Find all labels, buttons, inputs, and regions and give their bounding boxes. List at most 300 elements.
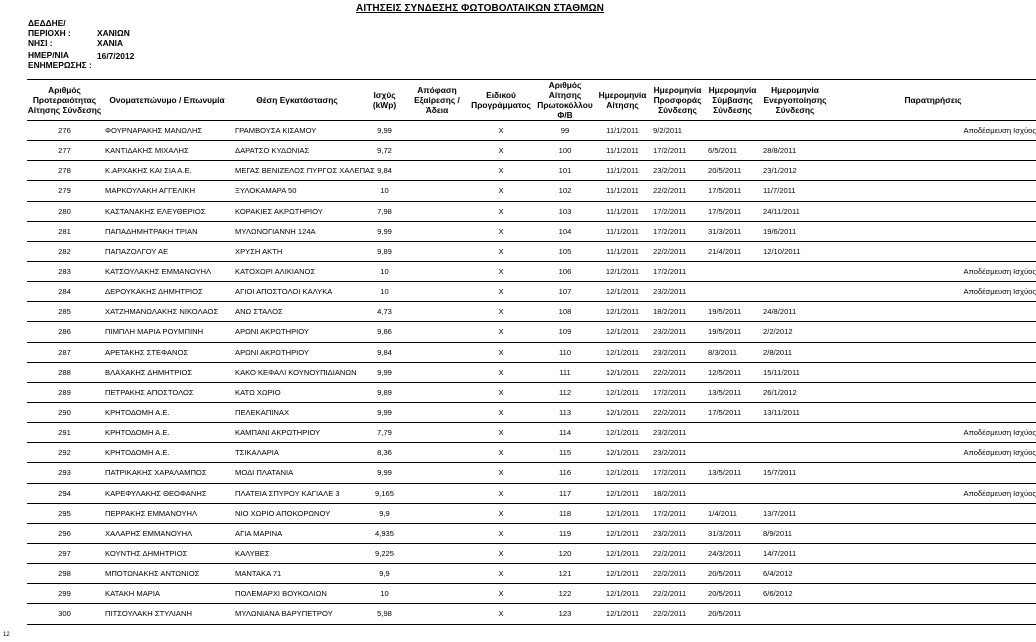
priority-number-cell: 294 [27, 483, 102, 503]
special-program-cell: Χ [467, 201, 535, 221]
power-kwp-cell: 9,84 [362, 342, 407, 362]
installation-location-cell: ΜΥΛΩΝΟΓΙΑΝΝΗ 124Α [232, 221, 362, 241]
exemption-decision-cell [407, 503, 467, 523]
application-date-cell: 12/1/2011 [595, 483, 650, 503]
installation-location-cell: ΚΑΜΠΑΝΙ ΑΚΡΩΤΗΡΙΟΥ [232, 423, 362, 443]
offer-date-cell: 22/2/2011 [650, 402, 705, 422]
installation-location-cell: ΚΑΤΟΧΩΡΙ ΑΛΙΚΙΑΝΟΣ [232, 261, 362, 281]
exemption-decision-cell [407, 282, 467, 302]
column-header: Ισχύς (kWp) [362, 80, 407, 121]
column-header: Αριθμός Αίτησης Πρωτοκόλλου Φ/Β [535, 80, 595, 121]
application-date-cell: 12/1/2011 [595, 282, 650, 302]
special-program-cell: Χ [467, 342, 535, 362]
offer-date-cell: 23/2/2011 [650, 342, 705, 362]
installation-location-cell: ΚΑΤΩ ΧΩΡΙΟ [232, 382, 362, 402]
activation-date-cell: 14/7/2011 [760, 543, 830, 563]
installation-location-cell: ΑΡΩΝΙ ΑΚΡΩΤΗΡΙΟΥ [232, 322, 362, 342]
power-kwp-cell: 10 [362, 282, 407, 302]
update-label: ΗΜΕΡ/ΝΙΑ ΕΝΗΜΕΡΩΣΗΣ : [28, 50, 92, 70]
remarks-cell [830, 221, 1036, 241]
priority-number-cell: 276 [27, 121, 102, 141]
exemption-decision-cell [407, 402, 467, 422]
installation-location-cell: ΝΙΟ ΧΩΡΙΟ ΑΠΟΚΟΡΩΝΟΥ [232, 503, 362, 523]
special-program-cell: Χ [467, 503, 535, 523]
exemption-decision-cell [407, 322, 467, 342]
priority-number-cell: 292 [27, 443, 102, 463]
remarks-cell [830, 362, 1036, 382]
offer-date-cell: 17/2/2011 [650, 382, 705, 402]
priority-number-cell: 300 [27, 604, 102, 624]
priority-number-cell: 284 [27, 282, 102, 302]
table-row [27, 543, 1036, 563]
power-kwp-cell: 9,9 [362, 503, 407, 523]
protocol-number-cell: 122 [535, 584, 595, 604]
installation-location-cell: ΑΡΩΝΙ ΑΚΡΩΤΗΡΙΟΥ [232, 342, 362, 362]
offer-date-cell: 17/2/2011 [650, 221, 705, 241]
power-kwp-cell: 5,98 [362, 604, 407, 624]
applicant-name-cell: ΜΑΡΚΟΥΛΑΚΗ ΑΓΓΕΛΙΚΗ [102, 181, 232, 201]
offer-date-cell: 22/2/2011 [650, 181, 705, 201]
applications-table [27, 79, 1036, 625]
offer-date-cell: 22/2/2011 [650, 604, 705, 624]
contract-date-cell: 20/5/2011 [705, 161, 760, 181]
exemption-decision-cell [407, 221, 467, 241]
protocol-number-cell: 114 [535, 423, 595, 443]
protocol-number-cell: 119 [535, 523, 595, 543]
remarks-cell [830, 463, 1036, 483]
remarks-cell: Αποδέσμευση Ισχύος [830, 423, 1036, 443]
table-row [27, 302, 1036, 322]
activation-date-cell: 11/7/2011 [760, 181, 830, 201]
table-row [27, 584, 1036, 604]
special-program-cell: Χ [467, 604, 535, 624]
protocol-number-cell: 107 [535, 282, 595, 302]
power-kwp-cell: 8,36 [362, 443, 407, 463]
offer-date-cell: 23/2/2011 [650, 523, 705, 543]
activation-date-cell [760, 261, 830, 281]
contract-date-cell: 20/5/2011 [705, 604, 760, 624]
installation-location-cell: ΜΑΝΤΑΚΑ 71 [232, 564, 362, 584]
applicant-name-cell: ΚΟΥΝΤΗΣ ΔΗΜΗΤΡΙΟΣ [102, 543, 232, 563]
offer-date-cell: 17/2/2011 [650, 141, 705, 161]
applicant-name-cell: ΠΕΡΡΑΚΗΣ ΕΜΜΑΝΟΥΗΛ [102, 503, 232, 523]
remarks-cell [830, 564, 1036, 584]
protocol-number-cell: 123 [535, 604, 595, 624]
contract-date-cell: 6/5/2011 [705, 141, 760, 161]
protocol-number-cell: 103 [535, 201, 595, 221]
activation-date-cell: 13/11/2011 [760, 402, 830, 422]
remarks-cell: Αποδέσμευση Ισχύος [830, 282, 1036, 302]
exemption-decision-cell [407, 362, 467, 382]
table-row [27, 564, 1036, 584]
remarks-cell [830, 141, 1036, 161]
power-kwp-cell: 9,225 [362, 543, 407, 563]
table-row [27, 483, 1036, 503]
remarks-cell: Αποδέσμευση Ισχύος [830, 121, 1036, 141]
page-number: 12 [3, 632, 10, 638]
protocol-number-cell: 121 [535, 564, 595, 584]
area-value: ΧΑΝΙΩΝ [97, 28, 130, 38]
offer-date-cell: 22/2/2011 [650, 584, 705, 604]
installation-location-cell: ΜΟΔΙ ΠΛΑΤΑΝΙΑ [232, 463, 362, 483]
protocol-number-cell: 102 [535, 181, 595, 201]
offer-date-cell: 18/2/2011 [650, 302, 705, 322]
applicant-name-cell: ΚΑΤΣΟΥΛΑΚΗΣ ΕΜΜΑΝΟΥΗΛ [102, 261, 232, 281]
page-title: ΑΙΤΗΣΕΙΣ ΣΥΝΔΕΣΗΣ ΦΩΤΟΒΟΛΤΑΙΚΩΝ ΣΤΑΘΜΩΝ [356, 3, 604, 14]
exemption-decision-cell [407, 483, 467, 503]
applicant-name-cell: ΚΑΡΕΦΥΛΑΚΗΣ ΘΕΟΦΑΝΗΣ [102, 483, 232, 503]
activation-date-cell: 23/1/2012 [760, 161, 830, 181]
exemption-decision-cell [407, 564, 467, 584]
priority-number-cell: 291 [27, 423, 102, 443]
contract-date-cell: 17/5/2011 [705, 402, 760, 422]
applicant-name-cell: ΠΙΜΠΛΗ ΜΑΡΙΑ ΡΟΥΜΠΙΝΗ [102, 322, 232, 342]
application-date-cell: 12/1/2011 [595, 604, 650, 624]
contract-date-cell: 31/3/2011 [705, 523, 760, 543]
offer-date-cell: 22/2/2011 [650, 543, 705, 563]
priority-number-cell: 299 [27, 584, 102, 604]
applicant-name-cell: ΒΛΑΧΑΚΗΣ ΔΗΜΗΤΡΙΟΣ [102, 362, 232, 382]
activation-date-cell [760, 121, 830, 141]
power-kwp-cell: 4,73 [362, 302, 407, 322]
application-date-cell: 12/1/2011 [595, 423, 650, 443]
protocol-number-cell: 106 [535, 261, 595, 281]
protocol-number-cell: 109 [535, 322, 595, 342]
power-kwp-cell: 10 [362, 181, 407, 201]
remarks-cell [830, 382, 1036, 402]
applicant-name-cell: ΚΡΗΤΟΔΟΜΗ Α.Ε. [102, 402, 232, 422]
priority-number-cell: 287 [27, 342, 102, 362]
island-label: ΝΗΣΙ : [28, 38, 53, 48]
priority-number-cell: 283 [27, 261, 102, 281]
exemption-decision-cell [407, 302, 467, 322]
table-row [27, 261, 1036, 281]
column-header: Ημερομηνία Προσφοράς Σύνδεσης [650, 80, 705, 121]
priority-number-cell: 297 [27, 543, 102, 563]
priority-number-cell: 293 [27, 463, 102, 483]
applicant-name-cell: ΠΑΠΑΔΗΜΗΤΡΑΚΗ ΤΡΙΑΝ [102, 221, 232, 241]
applicant-name-cell: ΑΡΕΤΑΚΗΣ ΣΤΕΦΑΝΟΣ [102, 342, 232, 362]
application-date-cell: 12/1/2011 [595, 543, 650, 563]
priority-number-cell: 286 [27, 322, 102, 342]
protocol-number-cell: 118 [535, 503, 595, 523]
power-kwp-cell: 9,86 [362, 322, 407, 342]
table-row [27, 241, 1036, 261]
exemption-decision-cell [407, 604, 467, 624]
special-program-cell: Χ [467, 584, 535, 604]
table-row [27, 604, 1036, 624]
table-row [27, 523, 1036, 543]
power-kwp-cell: 9,99 [362, 463, 407, 483]
installation-location-cell: ΑΓΙΑ ΜΑΡΙΝΑ [232, 523, 362, 543]
power-kwp-cell: 9,89 [362, 241, 407, 261]
activation-date-cell: 26/1/2012 [760, 382, 830, 402]
column-header: Ειδικού Προγράμματος [467, 80, 535, 121]
remarks-cell [830, 402, 1036, 422]
contract-date-cell: 21/4/2011 [705, 241, 760, 261]
applicant-name-cell: ΧΑΤΖΗΜΑΝΩΛΑΚΗΣ ΝΙΚΟΛΑΟΣ [102, 302, 232, 322]
contract-date-cell [705, 483, 760, 503]
remarks-cell [830, 604, 1036, 624]
special-program-cell: Χ [467, 261, 535, 281]
table-row [27, 382, 1036, 402]
priority-number-cell: 288 [27, 362, 102, 382]
application-date-cell: 12/1/2011 [595, 322, 650, 342]
installation-location-cell: ΓΡΑΜΒΟΥΣΑ ΚΙΣΑΜΟΥ [232, 121, 362, 141]
special-program-cell: Χ [467, 161, 535, 181]
offer-date-cell: 9/2/2011 [650, 121, 705, 141]
power-kwp-cell: 9,84 [362, 161, 407, 181]
power-kwp-cell: 9,99 [362, 362, 407, 382]
application-date-cell: 11/1/2011 [595, 121, 650, 141]
activation-date-cell: 28/8/2011 [760, 141, 830, 161]
power-kwp-cell: 7,98 [362, 201, 407, 221]
exemption-decision-cell [407, 463, 467, 483]
power-kwp-cell: 7,79 [362, 423, 407, 443]
special-program-cell: Χ [467, 181, 535, 201]
contract-date-cell: 20/5/2011 [705, 564, 760, 584]
contract-date-cell [705, 121, 760, 141]
power-kwp-cell: 9,89 [362, 382, 407, 402]
special-program-cell: Χ [467, 463, 535, 483]
remarks-cell [830, 161, 1036, 181]
application-date-cell: 12/1/2011 [595, 402, 650, 422]
remarks-cell [830, 241, 1036, 261]
priority-number-cell: 289 [27, 382, 102, 402]
offer-date-cell: 23/2/2011 [650, 282, 705, 302]
special-program-cell: Χ [467, 523, 535, 543]
exemption-decision-cell [407, 261, 467, 281]
special-program-cell: Χ [467, 402, 535, 422]
offer-date-cell: 22/2/2011 [650, 362, 705, 382]
activation-date-cell [760, 604, 830, 624]
activation-date-cell: 8/9/2011 [760, 523, 830, 543]
exemption-decision-cell [407, 121, 467, 141]
remarks-cell [830, 503, 1036, 523]
applicant-name-cell: Κ.ΑΡΧΑΚΗΣ ΚΑΙ ΣΙΑ Α.Ε. [102, 161, 232, 181]
special-program-cell: Χ [467, 282, 535, 302]
application-date-cell: 12/1/2011 [595, 382, 650, 402]
activation-date-cell [760, 423, 830, 443]
applicant-name-cell: ΔΕΡΟΥΚΑΚΗΣ ΔΗΜΗΤΡΙΟΣ [102, 282, 232, 302]
protocol-number-cell: 108 [535, 302, 595, 322]
table-row [27, 342, 1036, 362]
table-row [27, 402, 1036, 422]
special-program-cell: Χ [467, 382, 535, 402]
contract-date-cell [705, 261, 760, 281]
remarks-cell [830, 584, 1036, 604]
applicant-name-cell: ΚΡΗΤΟΔΟΜΗ Α.Ε. [102, 423, 232, 443]
activation-date-cell [760, 443, 830, 463]
area-label: ΔΕΔΔΗΕ/ ΠΕΡΙΟΧΗ : [28, 18, 71, 38]
column-header: Ημερομηνία Ενεργοποίησης Σύνδεσης [760, 80, 830, 121]
applicant-name-cell: ΠΙΤΣΟΥΛΑΚΗ ΣΤΥΛΙΑΝΗ [102, 604, 232, 624]
exemption-decision-cell [407, 423, 467, 443]
special-program-cell: Χ [467, 121, 535, 141]
exemption-decision-cell [407, 382, 467, 402]
protocol-number-cell: 117 [535, 483, 595, 503]
applicant-name-cell: ΠΑΤΡΙΚΑΚΗΣ ΧΑΡΑΛΑΜΠΟΣ [102, 463, 232, 483]
offer-date-cell: 17/2/2011 [650, 503, 705, 523]
application-date-cell: 11/1/2011 [595, 201, 650, 221]
application-date-cell: 12/1/2011 [595, 564, 650, 584]
activation-date-cell [760, 282, 830, 302]
application-date-cell: 12/1/2011 [595, 463, 650, 483]
table-row [27, 282, 1036, 302]
activation-date-cell [760, 483, 830, 503]
table-row [27, 362, 1036, 382]
installation-location-cell: ΑΓΙΟΙ ΑΠΟΣΤΟΛΟΙ ΚΑΛΥΚΑ [232, 282, 362, 302]
application-date-cell: 11/1/2011 [595, 221, 650, 241]
exemption-decision-cell [407, 161, 467, 181]
contract-date-cell: 19/5/2011 [705, 322, 760, 342]
contract-date-cell [705, 423, 760, 443]
offer-date-cell: 22/2/2011 [650, 564, 705, 584]
priority-number-cell: 296 [27, 523, 102, 543]
exemption-decision-cell [407, 543, 467, 563]
protocol-number-cell: 105 [535, 241, 595, 261]
remarks-cell [830, 523, 1036, 543]
offer-date-cell: 23/2/2011 [650, 322, 705, 342]
contract-date-cell: 17/5/2011 [705, 201, 760, 221]
applicant-name-cell: ΧΑΛΑΡΗΣ ΕΜΜΑΝΟΥΗΛ [102, 523, 232, 543]
table-header [27, 80, 1036, 121]
table-row [27, 221, 1036, 241]
remarks-cell [830, 543, 1036, 563]
protocol-number-cell: 120 [535, 543, 595, 563]
installation-location-cell: ΜΥΛΩΝΙΑΝΑ ΒΑΡΥΠΕΤΡΟΥ [232, 604, 362, 624]
table-row [27, 121, 1036, 141]
application-date-cell: 12/1/2011 [595, 362, 650, 382]
activation-date-cell: 6/6/2012 [760, 584, 830, 604]
special-program-cell: Χ [467, 302, 535, 322]
applicant-name-cell: ΜΠΟΤΩΝΑΚΗΣ ΑΝΤΩΝΙΟΣ [102, 564, 232, 584]
offer-date-cell: 22/2/2011 [650, 241, 705, 261]
application-date-cell: 12/1/2011 [595, 523, 650, 543]
special-program-cell: Χ [467, 543, 535, 563]
table-row [27, 201, 1036, 221]
exemption-decision-cell [407, 523, 467, 543]
remarks-cell [830, 181, 1036, 201]
priority-number-cell: 282 [27, 241, 102, 261]
installation-location-cell: ΠΕΛΕΚΑΠΙΝΑΧ [232, 402, 362, 422]
special-program-cell: Χ [467, 423, 535, 443]
offer-date-cell: 17/2/2011 [650, 463, 705, 483]
priority-number-cell: 277 [27, 141, 102, 161]
protocol-number-cell: 116 [535, 463, 595, 483]
applicant-name-cell: ΠΑΠΑΖΟΛΓΟΥ ΑΕ [102, 241, 232, 261]
power-kwp-cell: 9,99 [362, 402, 407, 422]
installation-location-cell: ΞΥΛΟΚΑΜΑΡΑ 50 [232, 181, 362, 201]
contract-date-cell: 8/3/2011 [705, 342, 760, 362]
contract-date-cell: 17/5/2011 [705, 181, 760, 201]
activation-date-cell: 15/11/2011 [760, 362, 830, 382]
priority-number-cell: 279 [27, 181, 102, 201]
table-row [27, 443, 1036, 463]
installation-location-cell: ΚΟΡΑΚΙΕΣ ΑΚΡΩΤΗΡΙΟΥ [232, 201, 362, 221]
special-program-cell: Χ [467, 362, 535, 382]
remarks-cell [830, 322, 1036, 342]
priority-number-cell: 278 [27, 161, 102, 181]
special-program-cell: Χ [467, 564, 535, 584]
offer-date-cell: 18/2/2011 [650, 483, 705, 503]
power-kwp-cell: 10 [362, 584, 407, 604]
application-date-cell: 12/1/2011 [595, 584, 650, 604]
island-value: ΧΑΝΙΑ [97, 38, 124, 48]
exemption-decision-cell [407, 141, 467, 161]
column-header: Ημερομηνία Αίτησης [595, 80, 650, 121]
contract-date-cell [705, 443, 760, 463]
installation-location-cell: ΚΑΚΟ ΚΕΦΑΛΙ ΚΟΥΝΟΥΠΙΔΙΑΝΩΝ [232, 362, 362, 382]
installation-location-cell: ΑΝΩ ΣΤΑΛΟΣ [232, 302, 362, 322]
priority-number-cell: 285 [27, 302, 102, 322]
activation-date-cell: 2/2/2012 [760, 322, 830, 342]
contract-date-cell [705, 282, 760, 302]
offer-date-cell: 23/2/2011 [650, 443, 705, 463]
application-date-cell: 12/1/2011 [595, 261, 650, 281]
activation-date-cell: 12/10/2011 [760, 241, 830, 261]
table-row [27, 423, 1036, 443]
contract-date-cell: 31/3/2011 [705, 221, 760, 241]
applicant-name-cell: ΚΑΣΤΑΝΑΚΗΣ ΕΛΕΥΘΕΡΙΟΣ [102, 201, 232, 221]
power-kwp-cell: 9,9 [362, 564, 407, 584]
update-value: 16/7/2012 [97, 51, 135, 61]
column-header: Ημερομηνία Σύμβασης Σύνδεσης [705, 80, 760, 121]
priority-number-cell: 295 [27, 503, 102, 523]
installation-location-cell: ΠΟΛΕΜΑΡΧΙ ΒΟΥΚΟΛΙΩΝ [232, 584, 362, 604]
contract-date-cell: 20/5/2011 [705, 584, 760, 604]
power-kwp-cell: 9,165 [362, 483, 407, 503]
offer-date-cell: 17/2/2011 [650, 201, 705, 221]
special-program-cell: Χ [467, 443, 535, 463]
protocol-number-cell: 113 [535, 402, 595, 422]
exemption-decision-cell [407, 241, 467, 261]
remarks-cell [830, 342, 1036, 362]
table-row [27, 161, 1036, 181]
application-date-cell: 12/1/2011 [595, 302, 650, 322]
applicant-name-cell: ΚΡΗΤΟΔΟΜΗ Α.Ε. [102, 443, 232, 463]
priority-number-cell: 298 [27, 564, 102, 584]
installation-location-cell: ΠΛΑΤΕΙΑ ΣΠΥΡΟΥ ΚΑΓΙΑΛΕ 3 [232, 483, 362, 503]
application-date-cell: 12/1/2011 [595, 342, 650, 362]
applicant-name-cell: ΚΑΝΤΙΔΑΚΗΣ ΜΙΧΑΛΗΣ [102, 141, 232, 161]
column-header: Παρατηρήσεις [830, 80, 1036, 121]
installation-location-cell: ΧΡΥΣΗ ΑΚΤΗ [232, 241, 362, 261]
protocol-number-cell: 112 [535, 382, 595, 402]
protocol-number-cell: 104 [535, 221, 595, 241]
activation-date-cell: 6/4/2012 [760, 564, 830, 584]
offer-date-cell: 17/2/2011 [650, 261, 705, 281]
power-kwp-cell: 9,99 [362, 221, 407, 241]
application-date-cell: 11/1/2011 [595, 161, 650, 181]
activation-date-cell: 13/7/2011 [760, 503, 830, 523]
exemption-decision-cell [407, 201, 467, 221]
exemption-decision-cell [407, 181, 467, 201]
activation-date-cell: 24/8/2011 [760, 302, 830, 322]
column-header: Αριθμός Προτεραιότητας Αίτησης Σύνδεσης [27, 80, 102, 121]
table-row [27, 503, 1036, 523]
activation-date-cell: 19/6/2011 [760, 221, 830, 241]
protocol-number-cell: 115 [535, 443, 595, 463]
power-kwp-cell: 4,935 [362, 523, 407, 543]
application-date-cell: 11/1/2011 [595, 241, 650, 261]
table-row [27, 181, 1036, 201]
priority-number-cell: 290 [27, 402, 102, 422]
protocol-number-cell: 111 [535, 362, 595, 382]
activation-date-cell: 2/8/2011 [760, 342, 830, 362]
remarks-cell [830, 302, 1036, 322]
activation-date-cell: 24/11/2011 [760, 201, 830, 221]
